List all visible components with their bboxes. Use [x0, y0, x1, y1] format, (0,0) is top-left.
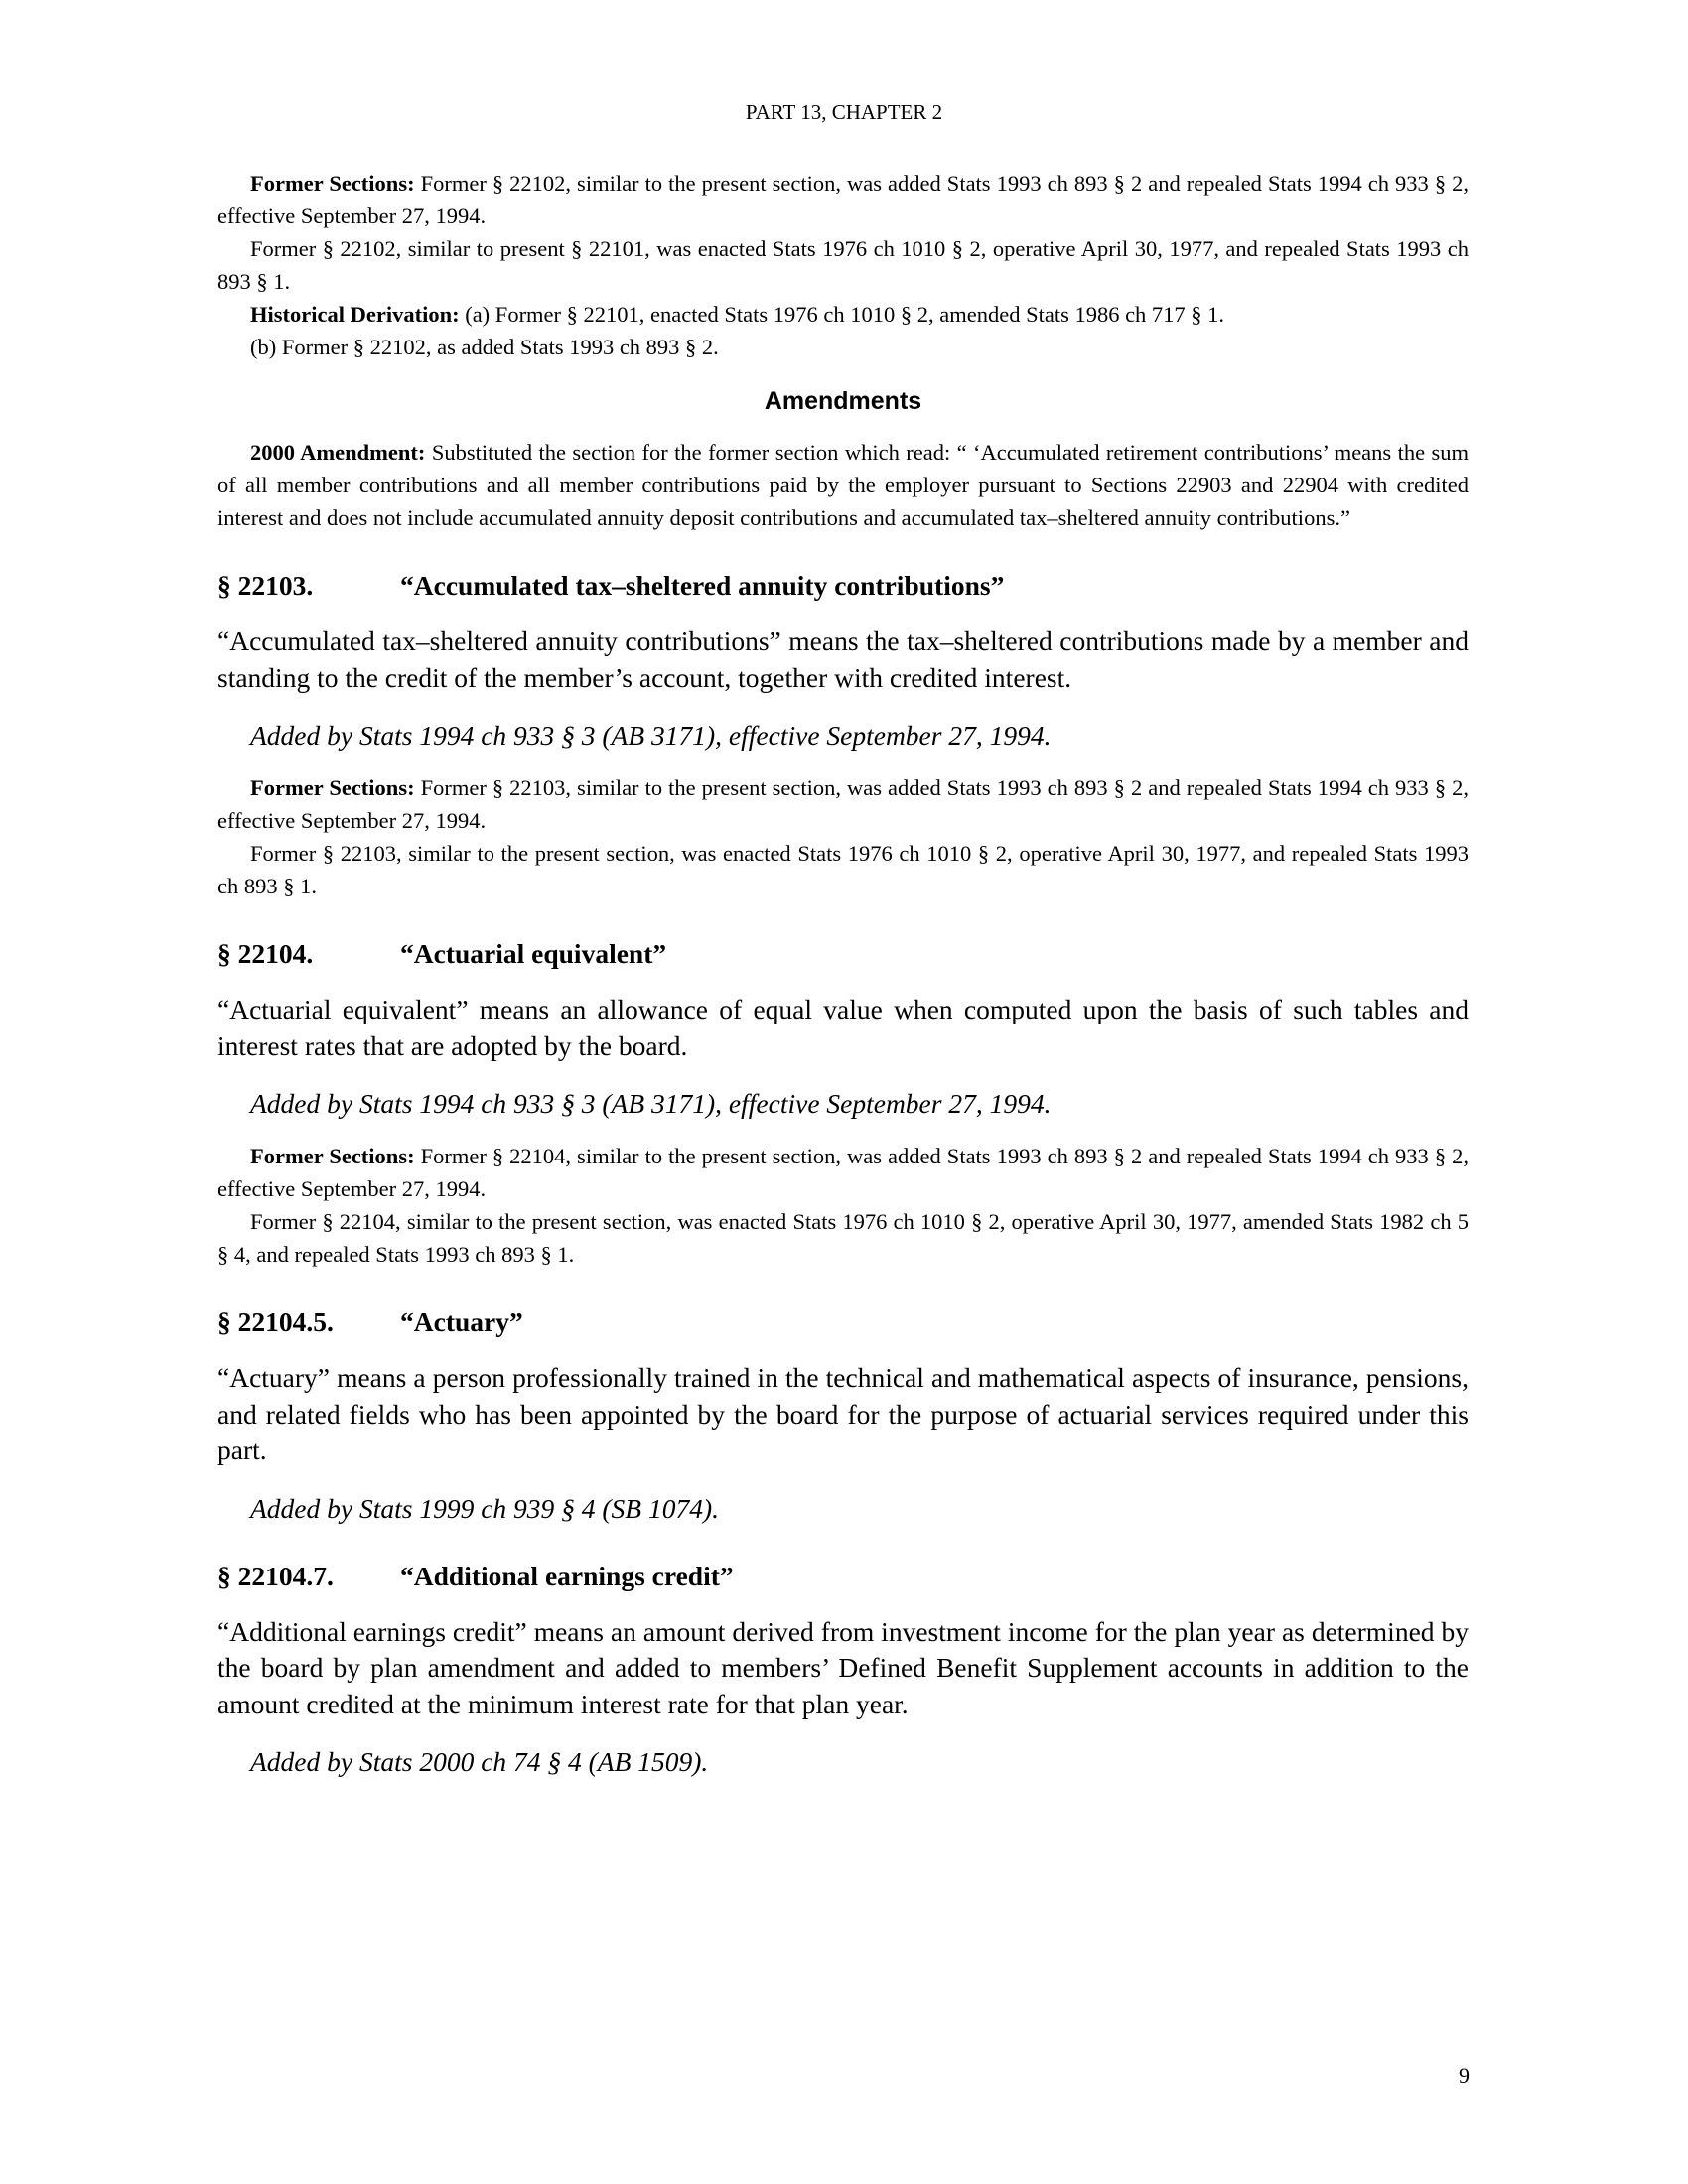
section-number: § 22104.7.: [217, 1560, 334, 1591]
section-title: “Actuarial equivalent”: [400, 938, 667, 969]
amendment-note: [217, 436, 1469, 534]
note-text: (b) Former § 22102, as added Stats 1993 ch 893 § 2.: [250, 335, 719, 359]
top-notes: [217, 167, 1469, 363]
note-paragraph: [217, 1205, 1469, 1271]
note-label: 2000 Amendment:: [250, 440, 426, 465]
section-body: “Accumulated tax–sheltered annuity contributions” means the tax–sheltered contributions made by a member and standing to the credit of the member’s account, together with credited interest.: [217, 625, 1469, 693]
section-title: “Accumulated tax–sheltered annuity contributions”: [400, 570, 1005, 601]
section-22104: [217, 938, 1469, 1271]
section-body: “Actuarial equivalent” means an allowance of equal value when computed upon the basis of such tables and interest rates that are adopted by the board.: [217, 994, 1469, 1061]
note-label: Former Sections:: [250, 171, 415, 196]
section-heading: [217, 938, 1469, 970]
note-text: Substituted the section for the former section which read: “ ‘Accumulated retirement contributions’ means the sum of all member contributions and all member contributions paid by the employer pursuant to Sections 22903 and 22904 with credited interest and does not include accumulated annuity deposit contributions and accumulated tax–sheltered annuity contributions.”: [217, 440, 1469, 530]
note-paragraph: [217, 331, 1469, 363]
page-number: 9: [1459, 2063, 1470, 2088]
section-body: “Actuary” means a person professionally trained in the technical and mathematical aspects of insurance, pensions, and related fields who has been appointed by the board for the purpose of actuarial services required under this part.: [217, 1362, 1469, 1465]
section-history: Added by Stats 1999 ch 939 § 4 (SB 1074).: [250, 1492, 720, 1524]
section-22104-5: [217, 1306, 1469, 1525]
note-paragraph: [217, 298, 1469, 331]
running-header: PART 13, CHAPTER 2: [745, 100, 943, 124]
note-paragraph: [217, 232, 1469, 298]
section-number: § 22103.: [217, 570, 314, 601]
section-number: § 22104.5.: [217, 1306, 334, 1337]
note-text: Former § 22103, similar to the present section, was enacted Stats 1976 ch 1010 § 2, operative April 30, 1977, and repealed Stats 1993 ch 893 § 1.: [217, 841, 1469, 898]
note-text: Former § 22102, similar to the present section, was added Stats 1993 ch 893 § 2 and repealed Stats 1994 ch 933 § 2, effective September 27, 1994.: [217, 171, 1469, 228]
section-title: “Actuary”: [400, 1306, 523, 1337]
note-paragraph: [217, 167, 1469, 232]
section-history: Added by Stats 2000 ch 74 § 4 (AB 1509).: [250, 1746, 709, 1777]
amendments-heading: Amendments: [764, 387, 922, 415]
section-22103: [217, 570, 1469, 902]
section-number: § 22104.: [217, 938, 314, 969]
note-label: Former Sections:: [250, 1144, 415, 1168]
note-label: Historical Derivation:: [250, 302, 460, 327]
note-paragraph: [217, 837, 1469, 902]
note-text: Former § 22104, similar to the present section, was enacted Stats 1976 ch 1010 § 2, operative April 30, 1977, amended Stats 1982 ch 5 § 4, and repealed Stats 1993 ch 893 § 1.: [217, 1209, 1469, 1267]
note-text: (a) Former § 22101, enacted Stats 1976 ch 1010 § 2, amended Stats 1986 ch 717 § 1.: [459, 302, 1225, 327]
note-paragraph: [217, 1140, 1469, 1205]
section-22104-7: [217, 1561, 1469, 1779]
note-text: Former § 22104, similar to the present section, was added Stats 1993 ch 893 § 2 and repealed Stats 1994 ch 933 § 2, effective September 27, 1994.: [217, 1144, 1469, 1201]
section-history: Added by Stats 1994 ch 933 § 3 (AB 3171), effective September 27, 1994.: [250, 1088, 1052, 1119]
section-heading: [217, 1306, 1469, 1338]
section-title: “Additional earnings credit”: [400, 1560, 734, 1591]
note-text: Former § 22103, similar to the present section, was added Stats 1993 ch 893 § 2 and repealed Stats 1994 ch 933 § 2, effective September 27, 1994.: [217, 775, 1469, 833]
note-text: Former § 22102, similar to present § 22101, was enacted Stats 1976 ch 1010 § 2, operative April 30, 1977, and repealed Stats 1993 ch 893 § 1.: [217, 236, 1469, 294]
section-history: Added by Stats 1994 ch 933 § 3 (AB 3171), effective September 27, 1994.: [250, 720, 1052, 751]
section-heading: [217, 570, 1469, 602]
note-label: Former Sections:: [250, 775, 415, 800]
section-body: “Additional earnings credit” means an amount derived from investment income for the plan year as determined by the board by plan amendment and added to members’ Defined Benefit Supplement accounts in addition to the amount credited at the minimum interest rate for that plan year.: [217, 1615, 1469, 1719]
note-paragraph: [217, 771, 1469, 837]
section-heading: [217, 1561, 1469, 1592]
page-content: [217, 167, 1469, 1798]
